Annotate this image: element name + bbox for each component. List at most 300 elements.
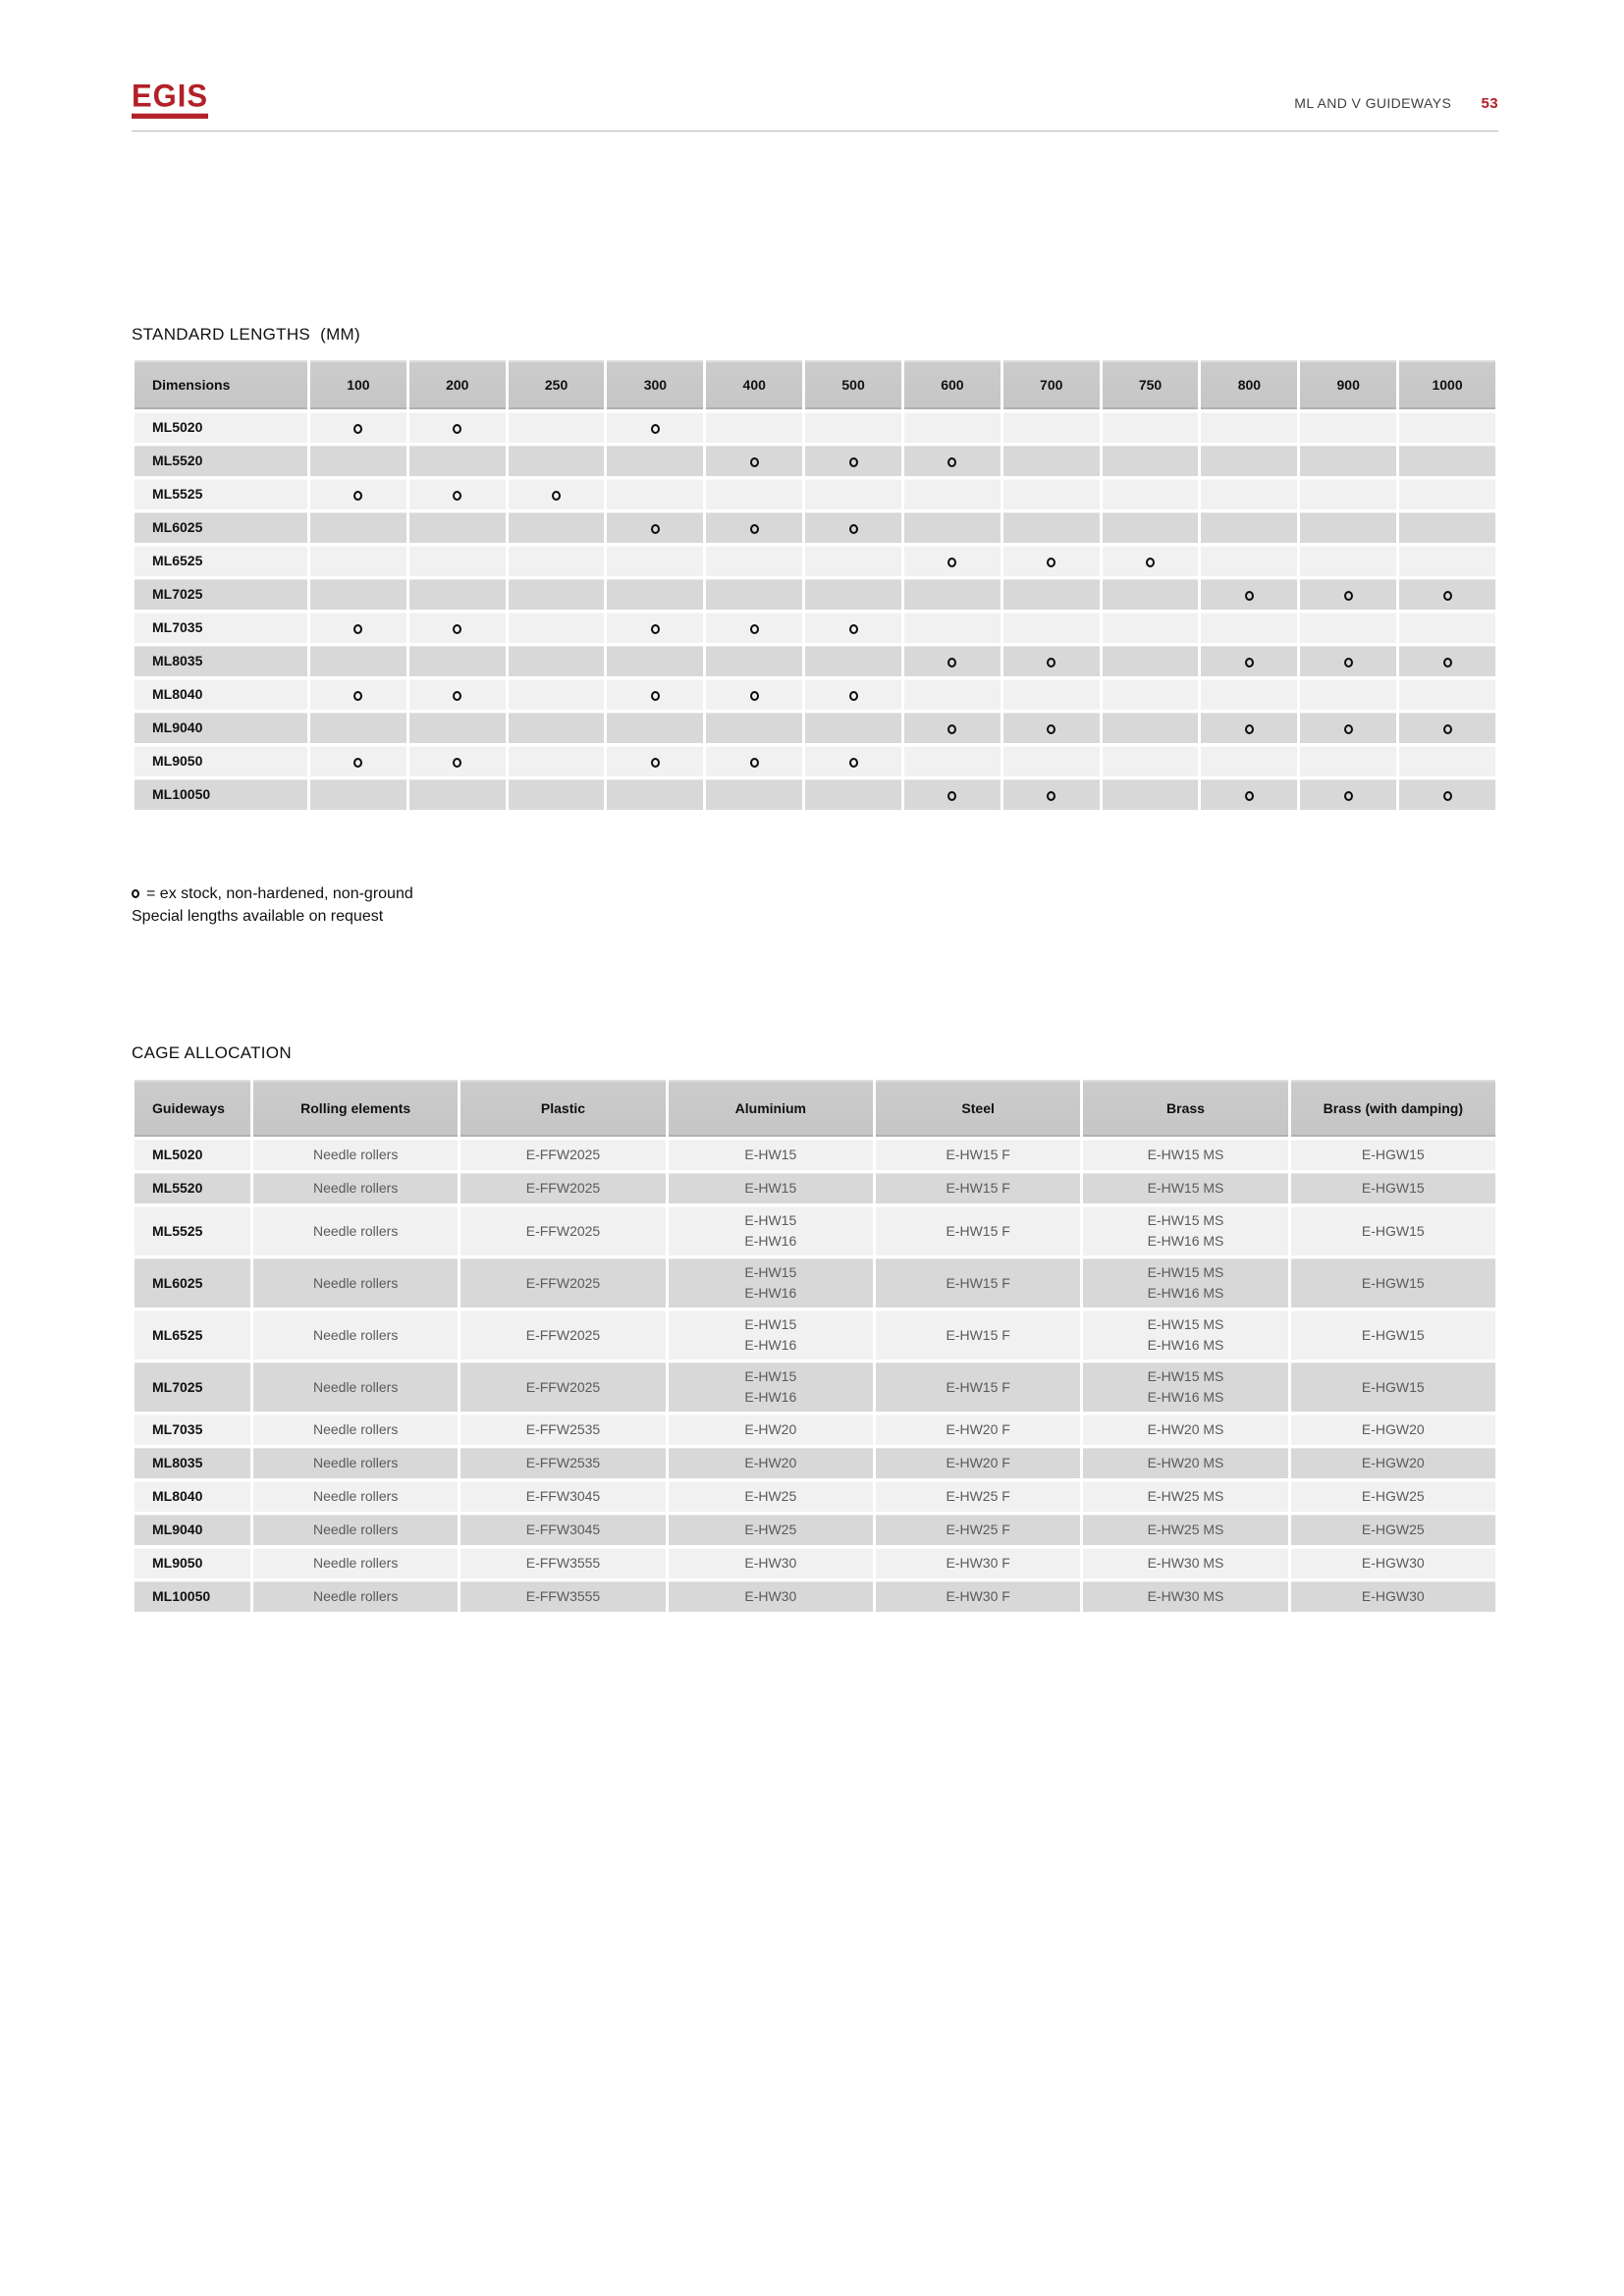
length-cell-800 — [1201, 546, 1297, 576]
length-cell-800 — [1201, 446, 1297, 476]
cell-line: ML5525 — [152, 1222, 203, 1239]
table-row — [135, 1140, 1495, 1170]
length-cell-500 — [805, 613, 901, 643]
table-row — [135, 1548, 1495, 1578]
table-row — [135, 1258, 1495, 1308]
column-header-length-500: 500 — [805, 360, 901, 409]
standard-lengths-title: STANDARD LENGTHS (MM) — [132, 324, 360, 344]
cell-line: E-HW15 F — [946, 1180, 1010, 1197]
length-cell-800 — [1201, 713, 1297, 743]
table-row — [135, 1515, 1495, 1545]
cage-cell — [1291, 1448, 1495, 1478]
stock-circle-icon — [1245, 791, 1254, 801]
length-cell-1000 — [1399, 713, 1495, 743]
length-cell-750 — [1103, 779, 1199, 810]
length-cell-250 — [509, 479, 605, 509]
length-cell-700 — [1003, 546, 1100, 576]
length-cell-600 — [904, 646, 1001, 676]
cage-cell — [460, 1310, 665, 1360]
cell-line: Needle rollers — [312, 1274, 399, 1291]
stock-circle-icon — [132, 889, 139, 898]
cell-line: E-HW20 — [744, 1455, 797, 1471]
guideway-label — [135, 1173, 250, 1203]
cage-cell — [253, 1415, 458, 1445]
column-header-length-800: 800 — [1201, 360, 1297, 409]
header-divider — [132, 131, 1498, 132]
length-cell-200 — [409, 479, 506, 509]
cage-cell — [1083, 1481, 1287, 1512]
length-cell-1000 — [1399, 779, 1495, 810]
length-cell-700 — [1003, 512, 1100, 543]
cell-line: Needle rollers — [312, 1326, 399, 1343]
page-header — [132, 0, 1498, 118]
length-cell-250 — [509, 746, 605, 776]
cell-line: Needle rollers — [312, 1588, 399, 1605]
cage-allocation-title: CAGE ALLOCATION — [132, 1043, 292, 1063]
cage-cell — [876, 1415, 1080, 1445]
length-cell-700 — [1003, 646, 1100, 676]
table-row — [135, 646, 1495, 676]
length-cell-600 — [904, 412, 1001, 443]
length-cell-750 — [1103, 746, 1199, 776]
cell-line: E-HW25 MS — [1147, 1522, 1224, 1538]
length-cell-200 — [409, 679, 506, 710]
cell-line: E-HW15 — [744, 1180, 797, 1197]
length-cell-400 — [706, 779, 802, 810]
length-cell-600 — [904, 613, 1001, 643]
cage-cell — [876, 1258, 1080, 1308]
length-cell-750 — [1103, 546, 1199, 576]
cage-cell — [669, 1206, 873, 1255]
length-cell-600 — [904, 746, 1001, 776]
length-cell-200 — [409, 613, 506, 643]
dimension-label: ML7035 — [135, 613, 307, 643]
length-cell-700 — [1003, 579, 1100, 610]
cell-line: E-HW15 MS — [1147, 1212, 1224, 1229]
cell-line: E-HGW15 — [1361, 1326, 1425, 1343]
length-cell-600 — [904, 546, 1001, 576]
length-cell-600 — [904, 446, 1001, 476]
page-number: 53 — [1481, 94, 1498, 112]
column-header-rolling-elements: Rolling elements — [253, 1080, 458, 1137]
cage-cell — [669, 1173, 873, 1203]
cell-line: E-HW15 F — [946, 1222, 1010, 1239]
cage-cell — [669, 1448, 873, 1478]
length-cell-100 — [310, 713, 406, 743]
length-cell-700 — [1003, 479, 1100, 509]
length-cell-800 — [1201, 613, 1297, 643]
cell-line: E-HW15 MS — [1147, 1180, 1224, 1197]
length-cell-100 — [310, 679, 406, 710]
column-header-dimensions: Dimensions — [135, 360, 307, 409]
length-cell-100 — [310, 746, 406, 776]
cell-line: E-HW16 — [744, 1233, 797, 1250]
length-cell-200 — [409, 512, 506, 543]
stock-circle-icon — [1245, 658, 1254, 667]
cell-line: E-FFW2025 — [525, 1222, 601, 1239]
cell-line: E-HW30 F — [946, 1555, 1010, 1572]
cage-allocation-table — [132, 1077, 1498, 1615]
cage-cell — [1083, 1581, 1287, 1612]
length-cell-250 — [509, 613, 605, 643]
length-cell-400 — [706, 546, 802, 576]
stock-circle-icon — [750, 457, 759, 467]
cell-line: Needle rollers — [312, 1522, 399, 1538]
length-cell-100 — [310, 479, 406, 509]
column-header-brass-with-damping: Brass (with damping) — [1291, 1080, 1495, 1137]
cell-line: E-HW15 — [744, 1316, 797, 1333]
cell-line: E-HGW15 — [1361, 1222, 1425, 1239]
cell-line: E-HGW25 — [1361, 1522, 1425, 1538]
length-cell-600 — [904, 579, 1001, 610]
length-cell-300 — [607, 746, 703, 776]
stock-circle-icon — [750, 524, 759, 534]
cage-cell — [1291, 1258, 1495, 1308]
cell-line: Needle rollers — [312, 1222, 399, 1239]
table-row — [135, 713, 1495, 743]
cell-line: E-HW25 F — [946, 1522, 1010, 1538]
cell-line: E-HGW15 — [1361, 1180, 1425, 1197]
stock-circle-icon — [1344, 724, 1353, 734]
dimension-label: ML5520 — [135, 446, 307, 476]
table-row — [135, 1481, 1495, 1512]
cage-cell — [253, 1173, 458, 1203]
cell-line: E-FFW3555 — [525, 1588, 601, 1605]
column-header-length-400: 400 — [706, 360, 802, 409]
stock-circle-icon — [750, 624, 759, 634]
cell-line: Needle rollers — [312, 1488, 399, 1505]
cell-line: E-HW15 — [744, 1264, 797, 1281]
cell-line: E-HW16 — [744, 1285, 797, 1302]
egis-logo — [132, 77, 209, 119]
cell-line: E-HW30 MS — [1147, 1588, 1224, 1605]
length-cell-600 — [904, 779, 1001, 810]
stock-circle-icon — [353, 624, 362, 634]
cell-line: E-HW25 MS — [1147, 1488, 1224, 1505]
table-row — [135, 546, 1495, 576]
cage-cell — [460, 1362, 665, 1412]
table-row — [135, 1581, 1495, 1612]
stock-circle-icon — [1443, 591, 1452, 601]
stock-circle-icon — [651, 758, 660, 768]
length-cell-800 — [1201, 479, 1297, 509]
length-cell-300 — [607, 446, 703, 476]
length-cell-500 — [805, 579, 901, 610]
length-cell-700 — [1003, 779, 1100, 810]
column-header-length-300: 300 — [607, 360, 703, 409]
cell-line: E-HW25 — [744, 1522, 797, 1538]
stock-circle-icon — [947, 724, 956, 734]
cage-cell — [876, 1448, 1080, 1478]
length-cell-250 — [509, 713, 605, 743]
length-cell-500 — [805, 412, 901, 443]
length-cell-750 — [1103, 713, 1199, 743]
cage-cell — [1083, 1206, 1287, 1255]
length-cell-200 — [409, 412, 506, 443]
length-cell-500 — [805, 479, 901, 509]
stock-circle-icon — [1344, 591, 1353, 601]
cell-line: E-HW20 MS — [1147, 1421, 1224, 1438]
cell-line: E-HGW20 — [1361, 1421, 1425, 1438]
table-row — [135, 746, 1495, 776]
cage-cell — [876, 1515, 1080, 1545]
length-cell-500 — [805, 512, 901, 543]
cage-cell — [253, 1548, 458, 1578]
length-cell-250 — [509, 446, 605, 476]
cell-line: E-HW30 MS — [1147, 1555, 1224, 1572]
length-cell-250 — [509, 679, 605, 710]
cage-cell — [460, 1415, 665, 1445]
cell-line: ML7025 — [152, 1378, 203, 1395]
cage-cell — [460, 1140, 665, 1170]
column-header-plastic: Plastic — [460, 1080, 665, 1137]
stock-circle-icon — [453, 624, 461, 634]
table-row — [135, 679, 1495, 710]
stock-circle-icon — [1344, 791, 1353, 801]
guideway-label — [135, 1581, 250, 1612]
cell-line: E-HW30 F — [946, 1588, 1010, 1605]
cell-line: E-HW15 F — [946, 1147, 1010, 1163]
length-cell-750 — [1103, 446, 1199, 476]
length-cell-800 — [1201, 579, 1297, 610]
cage-cell — [1083, 1515, 1287, 1545]
length-cell-900 — [1300, 446, 1396, 476]
cell-line: E-HW30 — [744, 1588, 797, 1605]
guideway-label — [135, 1258, 250, 1308]
cage-cell — [1083, 1258, 1287, 1308]
column-header-steel: Steel — [876, 1080, 1080, 1137]
cage-cell — [1291, 1206, 1495, 1255]
length-cell-900 — [1300, 779, 1396, 810]
cell-line: E-FFW3555 — [525, 1555, 601, 1572]
cell-line: E-FFW2025 — [525, 1326, 601, 1343]
table-row — [135, 1310, 1495, 1360]
cell-line: E-FFW3045 — [525, 1488, 601, 1505]
cell-line: E-HW16 MS — [1147, 1285, 1224, 1302]
length-cell-900 — [1300, 512, 1396, 543]
length-cell-200 — [409, 546, 506, 576]
stock-circle-icon — [947, 658, 956, 667]
guideway-label — [135, 1140, 250, 1170]
length-cell-900 — [1300, 746, 1396, 776]
length-cell-250 — [509, 412, 605, 443]
cell-line: ML8035 — [152, 1455, 203, 1471]
cage-cell — [1083, 1415, 1287, 1445]
stock-circle-icon — [353, 424, 362, 434]
cage-cell — [876, 1481, 1080, 1512]
cell-line: Needle rollers — [312, 1455, 399, 1471]
cage-cell — [253, 1206, 458, 1255]
cell-line: E-HGW25 — [1361, 1488, 1425, 1505]
length-cell-100 — [310, 579, 406, 610]
cage-cell — [876, 1206, 1080, 1255]
length-cell-500 — [805, 679, 901, 710]
length-cell-700 — [1003, 679, 1100, 710]
length-cell-300 — [607, 613, 703, 643]
stock-circle-icon — [849, 624, 858, 634]
cage-cell — [460, 1448, 665, 1478]
table-row — [135, 1415, 1495, 1445]
stock-circle-icon — [353, 691, 362, 701]
length-cell-500 — [805, 646, 901, 676]
cell-line: E-HW16 MS — [1147, 1233, 1224, 1250]
length-cell-900 — [1300, 713, 1396, 743]
length-cell-750 — [1103, 512, 1199, 543]
length-cell-700 — [1003, 446, 1100, 476]
length-cell-800 — [1201, 779, 1297, 810]
length-cell-900 — [1300, 412, 1396, 443]
length-cell-100 — [310, 512, 406, 543]
length-cell-300 — [607, 646, 703, 676]
table-row — [135, 446, 1495, 476]
column-header-length-600: 600 — [904, 360, 1001, 409]
length-cell-750 — [1103, 579, 1199, 610]
guideway-label — [135, 1415, 250, 1445]
length-cell-600 — [904, 479, 1001, 509]
length-cell-200 — [409, 779, 506, 810]
table-row — [135, 779, 1495, 810]
cell-line: E-FFW2025 — [525, 1180, 601, 1197]
column-header-aluminium: Aluminium — [669, 1080, 873, 1137]
stock-circle-icon — [651, 624, 660, 634]
dimension-label: ML8035 — [135, 646, 307, 676]
cage-cell — [460, 1548, 665, 1578]
cell-line: Needle rollers — [312, 1378, 399, 1395]
dimension-label: ML10050 — [135, 779, 307, 810]
guideway-label — [135, 1448, 250, 1478]
cage-cell — [253, 1362, 458, 1412]
stock-circle-icon — [1245, 724, 1254, 734]
length-cell-750 — [1103, 479, 1199, 509]
length-cell-700 — [1003, 613, 1100, 643]
length-cell-400 — [706, 646, 802, 676]
legend-line-1 — [132, 882, 1498, 905]
cell-line: E-HW20 — [744, 1421, 797, 1438]
catalog-page — [132, 0, 1498, 1615]
table-row — [135, 613, 1495, 643]
dimension-label: ML8040 — [135, 679, 307, 710]
cell-line: ML5520 — [152, 1180, 203, 1197]
stock-circle-icon — [1047, 791, 1056, 801]
cell-line: E-HW15 MS — [1147, 1316, 1224, 1333]
length-cell-900 — [1300, 579, 1396, 610]
legend-line-2: Special lengths available on request — [132, 908, 384, 926]
cell-line: E-HW15 F — [946, 1378, 1010, 1395]
cell-line: ML6025 — [152, 1274, 203, 1291]
cell-line: E-HW16 MS — [1147, 1337, 1224, 1354]
table-row — [135, 1362, 1495, 1412]
cage-cell — [669, 1140, 873, 1170]
cage-cell — [669, 1362, 873, 1412]
stock-circle-icon — [1146, 558, 1155, 567]
cage-cell — [669, 1415, 873, 1445]
dimension-label: ML6025 — [135, 512, 307, 543]
stock-circle-icon — [750, 758, 759, 768]
guideway-label — [135, 1515, 250, 1545]
cage-cell — [1291, 1581, 1495, 1612]
cage-cell — [1291, 1140, 1495, 1170]
length-cell-200 — [409, 646, 506, 676]
dimension-label: ML9050 — [135, 746, 307, 776]
dimension-label: ML6525 — [135, 546, 307, 576]
length-cell-1000 — [1399, 446, 1495, 476]
cage-cell — [669, 1310, 873, 1360]
length-cell-900 — [1300, 479, 1396, 509]
cell-line: Needle rollers — [312, 1147, 399, 1163]
column-header-guideways: Guideways — [135, 1080, 250, 1137]
stock-circle-icon — [353, 758, 362, 768]
cell-line: E-HW15 F — [946, 1274, 1010, 1291]
stock-circle-icon — [849, 524, 858, 534]
standard-lengths-legend — [132, 882, 1498, 928]
length-cell-800 — [1201, 746, 1297, 776]
length-cell-100 — [310, 412, 406, 443]
length-cell-250 — [509, 512, 605, 543]
cell-line: E-HW15 MS — [1147, 1368, 1224, 1385]
length-cell-100 — [310, 779, 406, 810]
cage-cell — [460, 1258, 665, 1308]
cage-cell — [669, 1515, 873, 1545]
cage-cell — [460, 1515, 665, 1545]
stock-circle-icon — [453, 491, 461, 501]
stock-circle-icon — [750, 691, 759, 701]
standard-lengths-table — [132, 357, 1498, 813]
table-row — [135, 1173, 1495, 1203]
length-cell-600 — [904, 512, 1001, 543]
length-cell-300 — [607, 679, 703, 710]
cage-cell — [460, 1206, 665, 1255]
length-cell-1000 — [1399, 679, 1495, 710]
cage-cell — [253, 1581, 458, 1612]
guideway-label — [135, 1548, 250, 1578]
cell-line: E-HGW15 — [1361, 1378, 1425, 1395]
length-cell-600 — [904, 679, 1001, 710]
length-cell-100 — [310, 546, 406, 576]
cage-cell — [253, 1258, 458, 1308]
cage-cell — [1291, 1515, 1495, 1545]
cell-line: E-FFW2025 — [525, 1274, 601, 1291]
length-cell-250 — [509, 779, 605, 810]
cell-line: ML7035 — [152, 1421, 203, 1438]
cage-cell — [253, 1515, 458, 1545]
cage-cell — [253, 1448, 458, 1478]
cage-cell — [1291, 1481, 1495, 1512]
cell-line: ML9040 — [152, 1522, 203, 1538]
length-cell-700 — [1003, 412, 1100, 443]
length-cell-900 — [1300, 646, 1396, 676]
length-cell-750 — [1103, 679, 1199, 710]
length-cell-500 — [805, 779, 901, 810]
length-cell-1000 — [1399, 479, 1495, 509]
stock-circle-icon — [453, 758, 461, 768]
stock-circle-icon — [1047, 658, 1056, 667]
length-cell-900 — [1300, 546, 1396, 576]
cage-cell — [1083, 1140, 1287, 1170]
cell-line: E-HW15 — [744, 1212, 797, 1229]
cell-line: E-HW30 — [744, 1555, 797, 1572]
length-cell-500 — [805, 546, 901, 576]
stock-circle-icon — [947, 791, 956, 801]
length-cell-200 — [409, 746, 506, 776]
length-cell-300 — [607, 479, 703, 509]
standard-lengths-header-row — [135, 360, 1495, 409]
cell-line: E-FFW3045 — [525, 1522, 601, 1538]
length-cell-300 — [607, 579, 703, 610]
cage-cell — [669, 1548, 873, 1578]
length-cell-500 — [805, 446, 901, 476]
cell-line: E-HW20 F — [946, 1455, 1010, 1471]
length-cell-400 — [706, 613, 802, 643]
